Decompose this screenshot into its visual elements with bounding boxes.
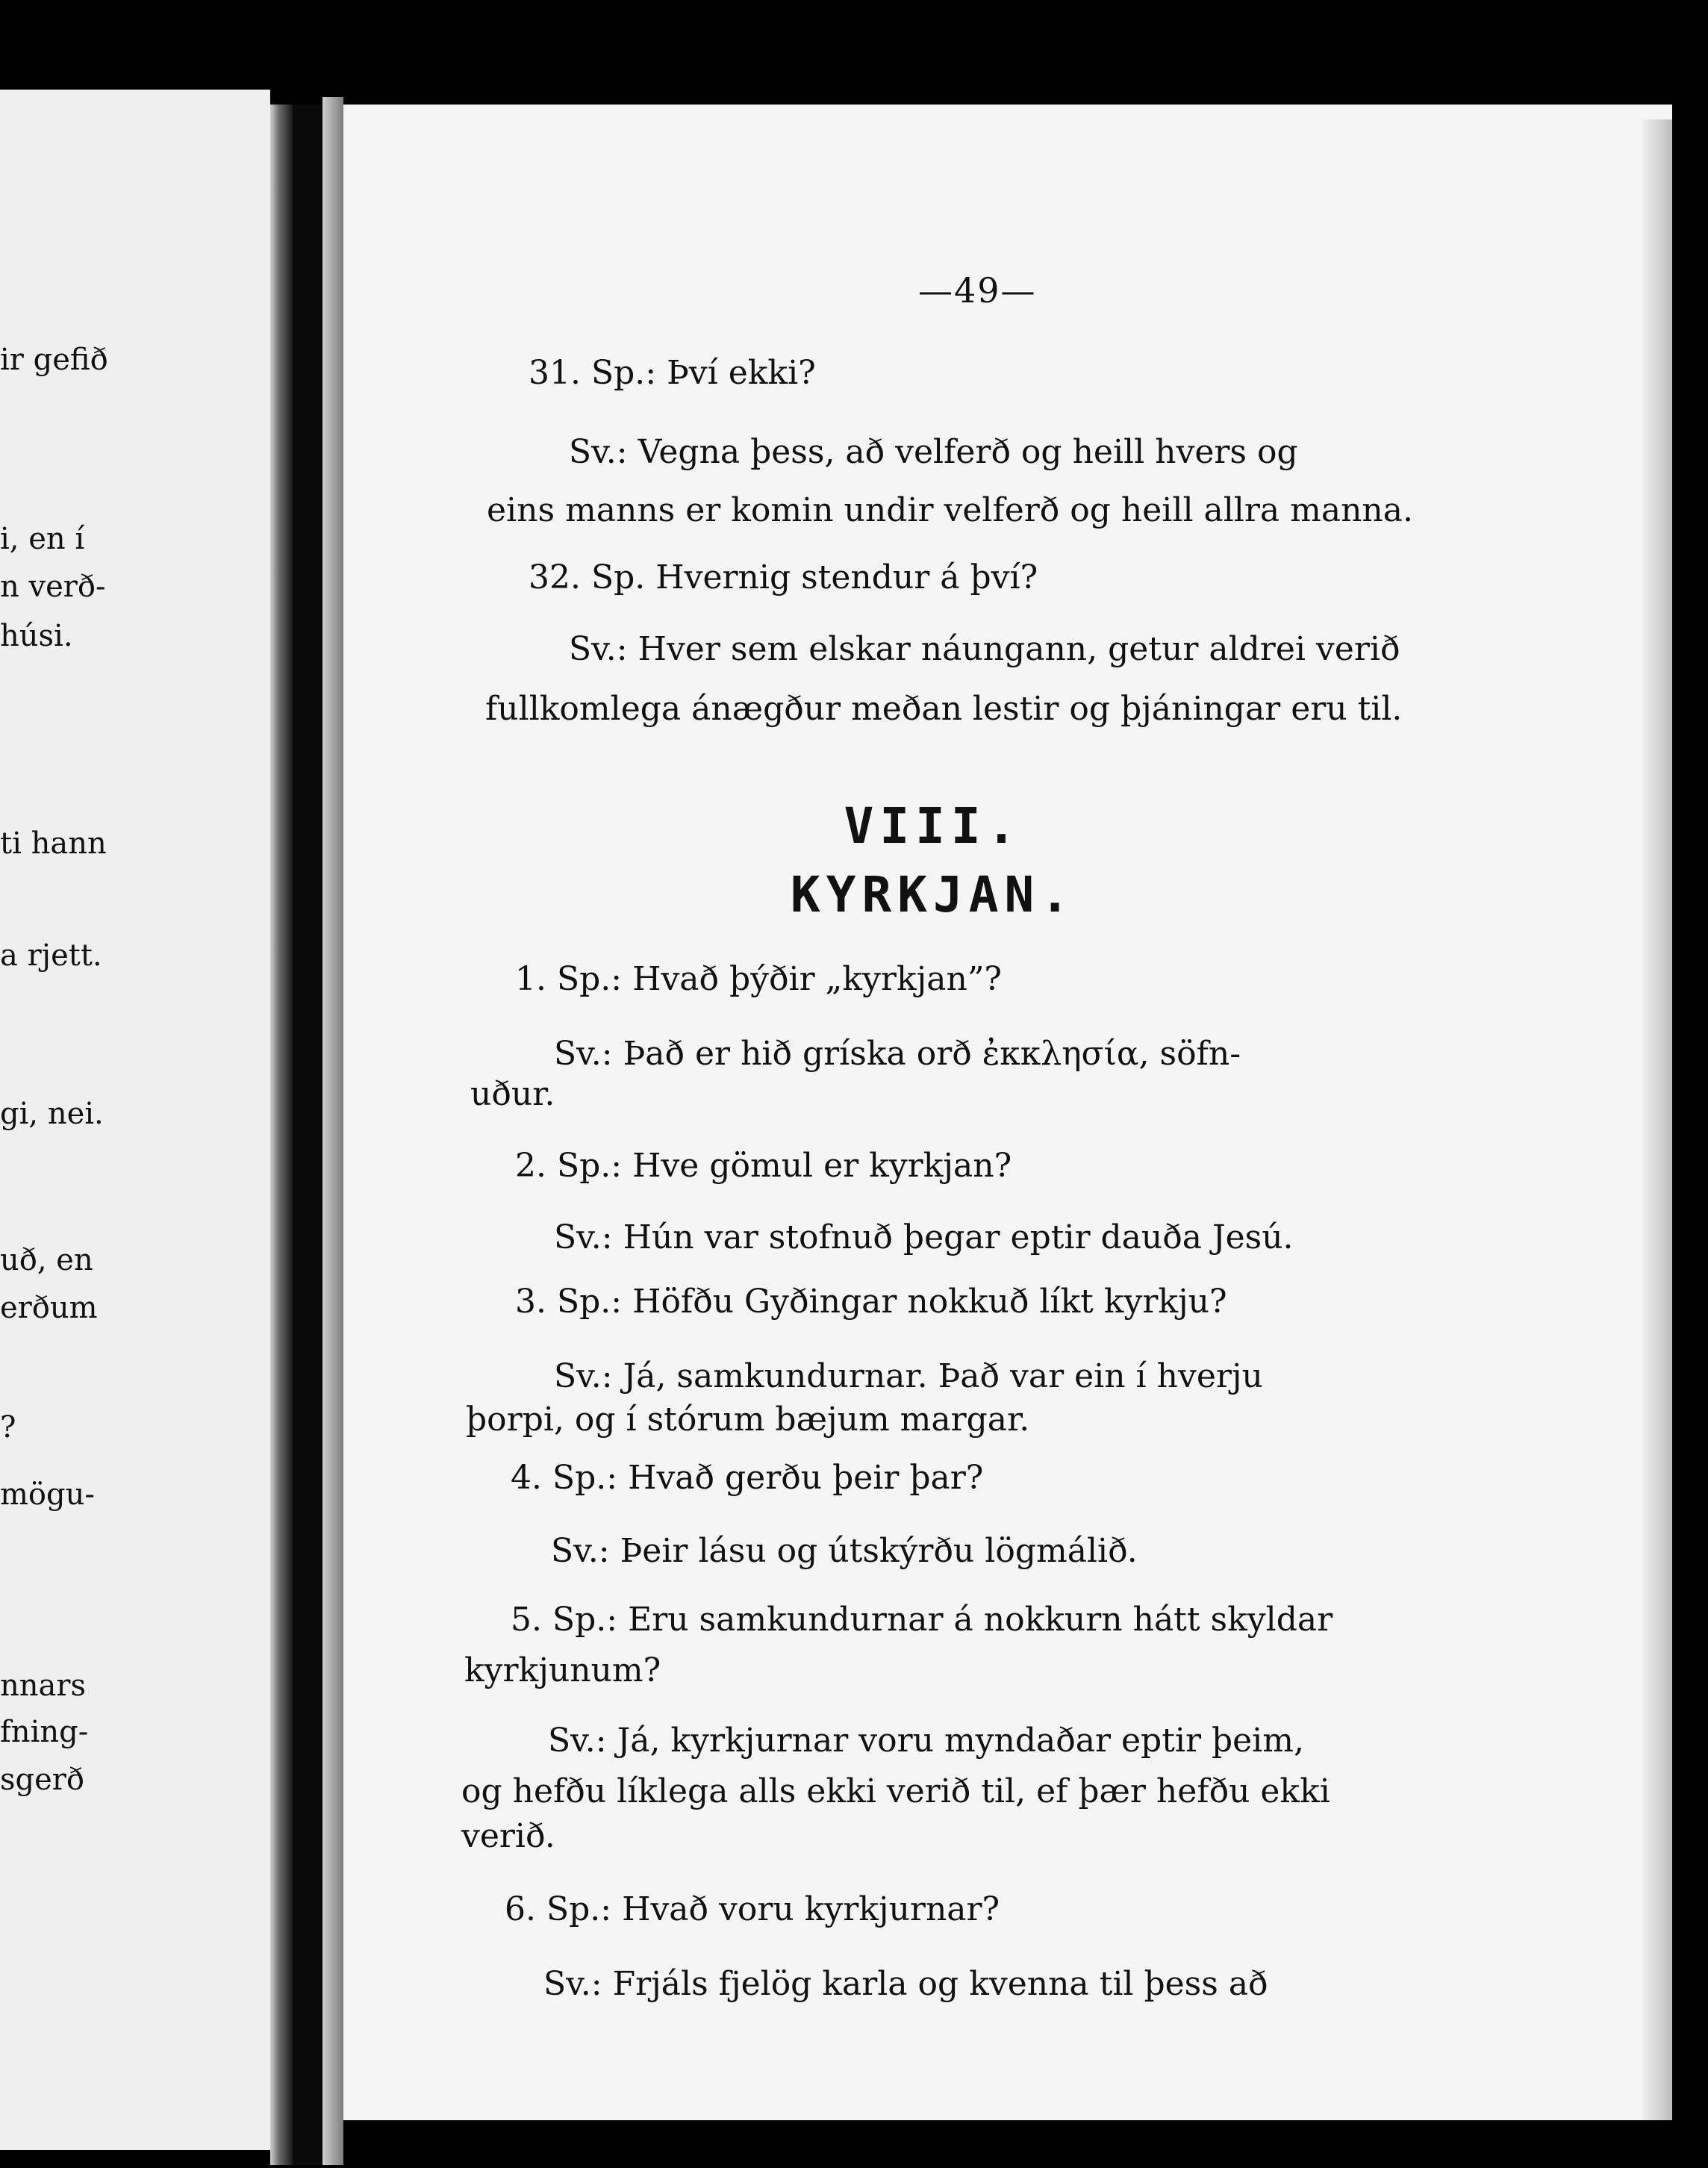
page-inner-edge xyxy=(322,97,343,2165)
question-5-line-1: 5. Sp.: Eru samkundurnar á nokkurn hátt skyldar xyxy=(511,1601,1333,1639)
answer-31-line-1: Sv.: Vegna þess, að velferð og heill hvers og xyxy=(569,433,1298,471)
answer-32-line-2: fullkomlega ánægður meðan lestir og þjáningar eru til. xyxy=(485,690,1403,728)
question-6: 6. Sp.: Hvað voru kyrkjurnar? xyxy=(505,1890,1000,1928)
answer-1-line-1: Sv.: Það er hið gríska orð ἐκκλησία, söfn- xyxy=(554,1035,1241,1073)
answer-1-line-2: uður. xyxy=(470,1075,555,1113)
question-31: 31. Sp.: Því ekki? xyxy=(529,354,816,392)
answer-5-line-1: Sv.: Já, kyrkjurnar voru myndaðar eptir þeim, xyxy=(548,1722,1304,1760)
left-text-fragment: nnars xyxy=(0,1669,87,1703)
question-3: 3. Sp.: Höfðu Gyðingar nokkuð líkt kyrkju? xyxy=(515,1283,1227,1321)
left-text-fragment: gi, nei. xyxy=(0,1097,104,1131)
left-text-fragment: a rjett. xyxy=(0,938,102,973)
left-text-fragment: n verð- xyxy=(0,570,106,604)
answer-4: Sv.: Þeir lásu og útskýrðu lögmálið. xyxy=(551,1532,1138,1570)
answer-32-line-1: Sv.: Hver sem elskar náungann, getur aldrei verið xyxy=(569,630,1400,668)
answer-3-line-1: Sv.: Já, samkundurnar. Það var ein í hverju xyxy=(554,1357,1263,1395)
book-spine xyxy=(293,105,322,2165)
book-gutter xyxy=(270,105,293,2165)
answer-31-line-2: eins manns er komin undir velferð og heill allra manna. xyxy=(487,491,1413,529)
page-number: —49— xyxy=(918,270,1037,311)
page-outer-edge xyxy=(1642,119,1672,2120)
answer-5-line-2: og hefðu líklega alls ekki verið til, ef þær hefðu ekki xyxy=(461,1772,1330,1810)
question-2: 2. Sp.: Hve gömul er kyrkjan? xyxy=(515,1147,1012,1185)
question-4: 4. Sp.: Hvað gerðu þeir þar? xyxy=(511,1459,984,1497)
left-text-fragment: húsi. xyxy=(0,619,73,653)
chapter-title: KYRKJAN. xyxy=(791,866,1076,923)
chapter-number: VIII. xyxy=(844,797,1023,855)
left-text-fragment: sgerð xyxy=(0,1763,85,1797)
left-text-fragment: ? xyxy=(0,1410,16,1445)
left-text-fragment: i, en í xyxy=(0,522,85,556)
previous-page-fragment xyxy=(0,90,270,2150)
left-text-fragment: fning- xyxy=(0,1715,89,1749)
answer-2: Sv.: Hún var stofnuð þegar eptir dauða Jesú. xyxy=(554,1218,1294,1256)
left-text-fragment: ir gefið xyxy=(0,343,108,377)
answer-3-line-2: þorpi, og í stórum bæjum margar. xyxy=(466,1401,1030,1439)
left-text-fragment: mögu- xyxy=(0,1477,95,1512)
left-text-fragment: ti hann xyxy=(0,826,107,861)
question-5-line-2: kyrkjunum? xyxy=(464,1651,661,1689)
answer-6: Sv.: Frjáls fjelög karla og kvenna til þess að xyxy=(543,1965,1268,2003)
answer-5-line-3: verið. xyxy=(461,1817,555,1855)
question-1: 1. Sp.: Hvað þýðir „kyrkjan”? xyxy=(515,960,1002,998)
question-32: 32. Sp. Hvernig stendur á því? xyxy=(529,558,1038,596)
left-text-fragment: uð, en xyxy=(0,1243,93,1277)
left-text-fragment: erðum xyxy=(0,1291,98,1325)
